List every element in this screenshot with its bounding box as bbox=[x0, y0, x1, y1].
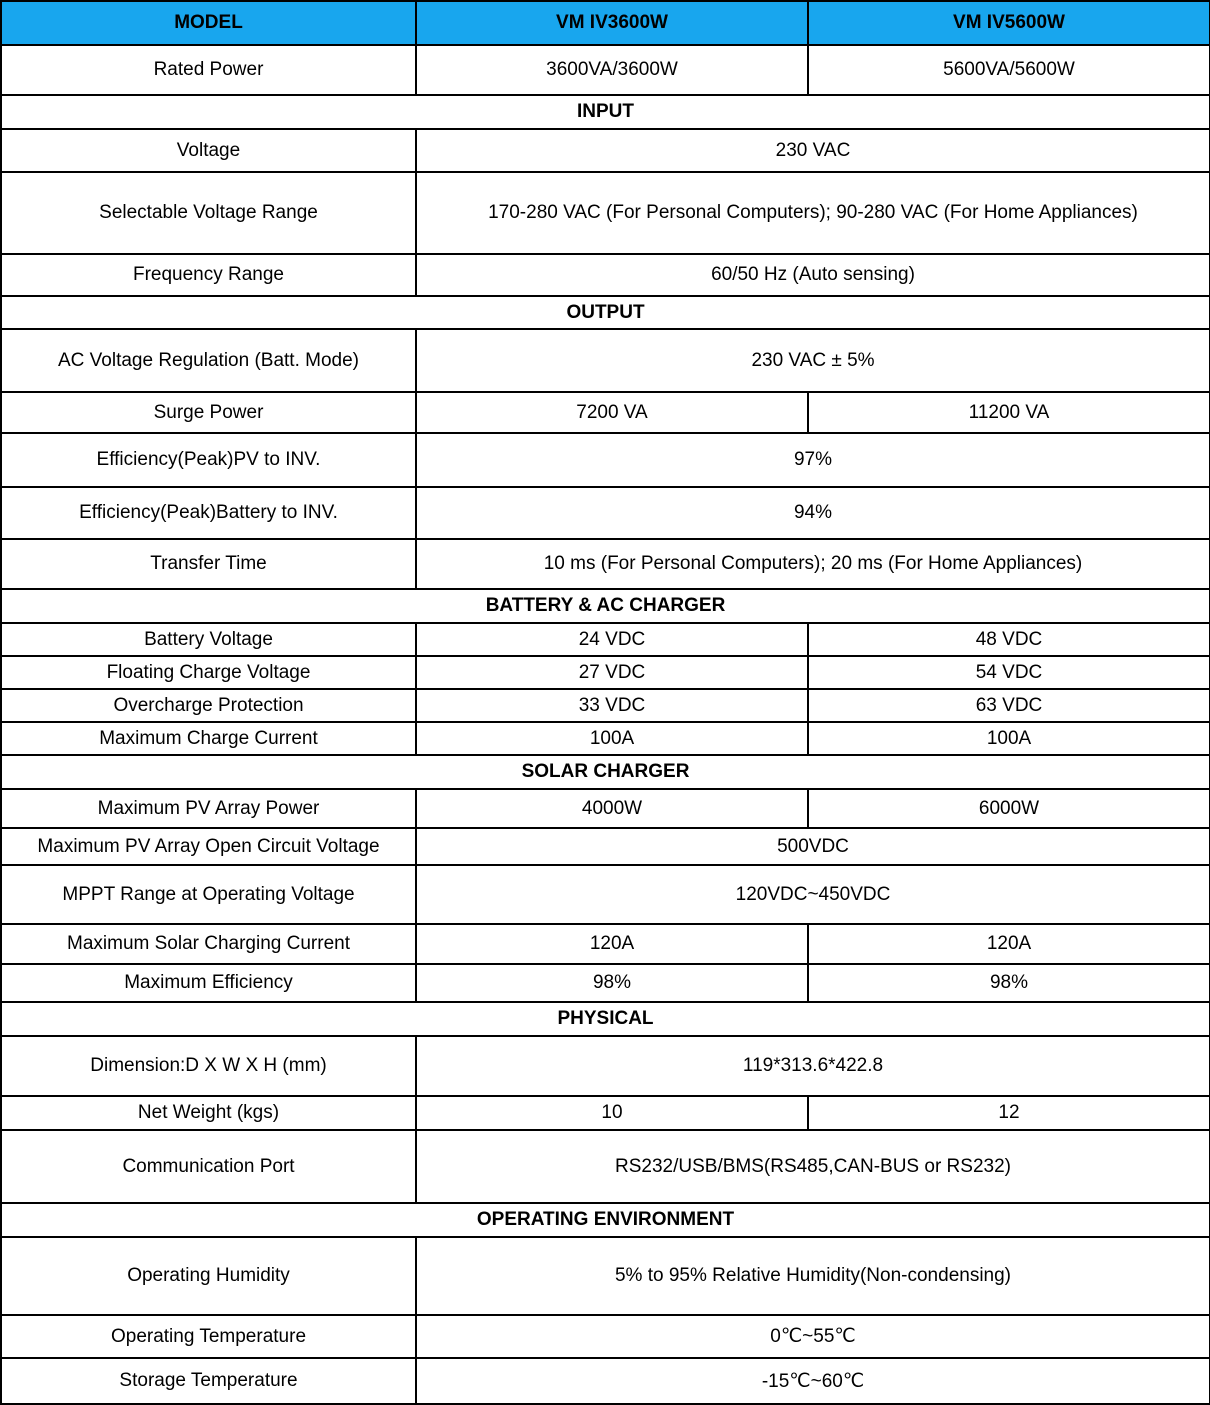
section-row bbox=[1, 755, 1210, 789]
spec-row bbox=[1, 172, 1210, 254]
spec-value-model-1: 3600VA/3600W bbox=[416, 45, 808, 95]
spec-value: 120VDC~450VDC bbox=[416, 865, 1210, 924]
spec-value: 500VDC bbox=[416, 828, 1210, 865]
spec-value: 94% bbox=[416, 487, 1210, 539]
spec-row bbox=[1, 1358, 1210, 1404]
spec-label: Efficiency(Peak)Battery to INV. bbox=[1, 487, 416, 539]
spec-row bbox=[1, 1315, 1210, 1358]
spec-value-model-1: 98% bbox=[416, 964, 808, 1002]
section-row bbox=[1, 1203, 1210, 1237]
spec-value-model-2: 98% bbox=[808, 964, 1210, 1002]
spec-value: RS232/USB/BMS(RS485,CAN-BUS or RS232) bbox=[416, 1130, 1210, 1203]
section-title: PHYSICAL bbox=[1, 1002, 1210, 1036]
spec-value-model-1: 100A bbox=[416, 722, 808, 755]
spec-value: 170-280 VAC (For Personal Computers); 90-280 VAC (For Home Appliances) bbox=[416, 172, 1210, 254]
spec-value-model-2: 48 VDC bbox=[808, 623, 1210, 656]
spec-row bbox=[1, 656, 1210, 689]
spec-value-model-2: 5600VA/5600W bbox=[808, 45, 1210, 95]
spec-value: 5% to 95% Relative Humidity(Non-condensing) bbox=[416, 1237, 1210, 1315]
spec-row bbox=[1, 433, 1210, 487]
spec-row bbox=[1, 1096, 1210, 1130]
spec-value: 230 VAC bbox=[416, 129, 1210, 172]
spec-value-model-1: 4000W bbox=[416, 789, 808, 828]
spec-row bbox=[1, 1237, 1210, 1315]
spec-row bbox=[1, 392, 1210, 433]
spec-label: Operating Humidity bbox=[1, 1237, 416, 1315]
section-title: OPERATING ENVIRONMENT bbox=[1, 1203, 1210, 1237]
spec-label: Maximum Solar Charging Current bbox=[1, 924, 416, 964]
spec-value: 97% bbox=[416, 433, 1210, 487]
model-2-header-cell: VM IV5600W bbox=[808, 1, 1210, 45]
spec-label: Efficiency(Peak)PV to INV. bbox=[1, 433, 416, 487]
spec-value: 10 ms (For Personal Computers); 20 ms (For Home Appliances) bbox=[416, 539, 1210, 589]
spec-value-model-1: 7200 VA bbox=[416, 392, 808, 433]
spec-row bbox=[1, 254, 1210, 296]
spec-label: Overcharge Protection bbox=[1, 689, 416, 722]
spec-label: Battery Voltage bbox=[1, 623, 416, 656]
section-title: OUTPUT bbox=[1, 296, 1210, 329]
spec-value-model-2: 63 VDC bbox=[808, 689, 1210, 722]
spec-label: Maximum PV Array Power bbox=[1, 789, 416, 828]
spec-label: Rated Power bbox=[1, 45, 416, 95]
spec-label: Selectable Voltage Range bbox=[1, 172, 416, 254]
spec-value-model-2: 120A bbox=[808, 924, 1210, 964]
spec-value: -15℃~60℃ bbox=[416, 1358, 1210, 1404]
spec-value-model-2: 100A bbox=[808, 722, 1210, 755]
spec-label: Maximum PV Array Open Circuit Voltage bbox=[1, 828, 416, 865]
spec-value-model-1: 24 VDC bbox=[416, 623, 808, 656]
spec-value: 119*313.6*422.8 bbox=[416, 1036, 1210, 1096]
spec-label: MPPT Range at Operating Voltage bbox=[1, 865, 416, 924]
spec-label: Operating Temperature bbox=[1, 1315, 416, 1358]
spec-label: Storage Temperature bbox=[1, 1358, 416, 1404]
spec-value: 230 VAC ± 5% bbox=[416, 329, 1210, 392]
section-title: SOLAR CHARGER bbox=[1, 755, 1210, 789]
spec-value: 0℃~55℃ bbox=[416, 1315, 1210, 1358]
spec-row bbox=[1, 45, 1210, 95]
spec-row bbox=[1, 329, 1210, 392]
spec-value-model-2: 11200 VA bbox=[808, 392, 1210, 433]
spec-row bbox=[1, 789, 1210, 828]
spec-value-model-2: 12 bbox=[808, 1096, 1210, 1130]
spec-label: Maximum Charge Current bbox=[1, 722, 416, 755]
section-row bbox=[1, 95, 1210, 129]
spec-row bbox=[1, 964, 1210, 1002]
spec-value-model-2: 54 VDC bbox=[808, 656, 1210, 689]
spec-label: Transfer Time bbox=[1, 539, 416, 589]
spec-row bbox=[1, 1130, 1210, 1203]
spec-value-model-1: 27 VDC bbox=[416, 656, 808, 689]
model-header-cell: MODEL bbox=[1, 1, 416, 45]
header-row bbox=[1, 1, 1210, 45]
spec-value-model-2: 6000W bbox=[808, 789, 1210, 828]
model-1-header-cell: VM IV3600W bbox=[416, 1, 808, 45]
spec-label: Frequency Range bbox=[1, 254, 416, 296]
spec-row bbox=[1, 828, 1210, 865]
spec-row bbox=[1, 865, 1210, 924]
spec-label: Net Weight (kgs) bbox=[1, 1096, 416, 1130]
section-row bbox=[1, 589, 1210, 623]
spec-label: Communication Port bbox=[1, 1130, 416, 1203]
section-row bbox=[1, 1002, 1210, 1036]
spec-row bbox=[1, 129, 1210, 172]
spec-value: 60/50 Hz (Auto sensing) bbox=[416, 254, 1210, 296]
spec-value-model-1: 33 VDC bbox=[416, 689, 808, 722]
section-title: BATTERY & AC CHARGER bbox=[1, 589, 1210, 623]
spec-label: Maximum Efficiency bbox=[1, 964, 416, 1002]
spec-value-model-1: 10 bbox=[416, 1096, 808, 1130]
spec-row bbox=[1, 722, 1210, 755]
spec-table-body bbox=[1, 1, 1210, 1404]
section-row bbox=[1, 296, 1210, 329]
spec-label: Surge Power bbox=[1, 392, 416, 433]
section-title: INPUT bbox=[1, 95, 1210, 129]
spec-value-model-1: 120A bbox=[416, 924, 808, 964]
spec-row bbox=[1, 689, 1210, 722]
spec-label: Floating Charge Voltage bbox=[1, 656, 416, 689]
spec-row bbox=[1, 539, 1210, 589]
spec-label: AC Voltage Regulation (Batt. Mode) bbox=[1, 329, 416, 392]
spec-row bbox=[1, 623, 1210, 656]
spec-label: Dimension:D X W X H (mm) bbox=[1, 1036, 416, 1096]
spec-row bbox=[1, 1036, 1210, 1096]
spec-label: Voltage bbox=[1, 129, 416, 172]
spec-row bbox=[1, 487, 1210, 539]
spec-row bbox=[1, 924, 1210, 964]
